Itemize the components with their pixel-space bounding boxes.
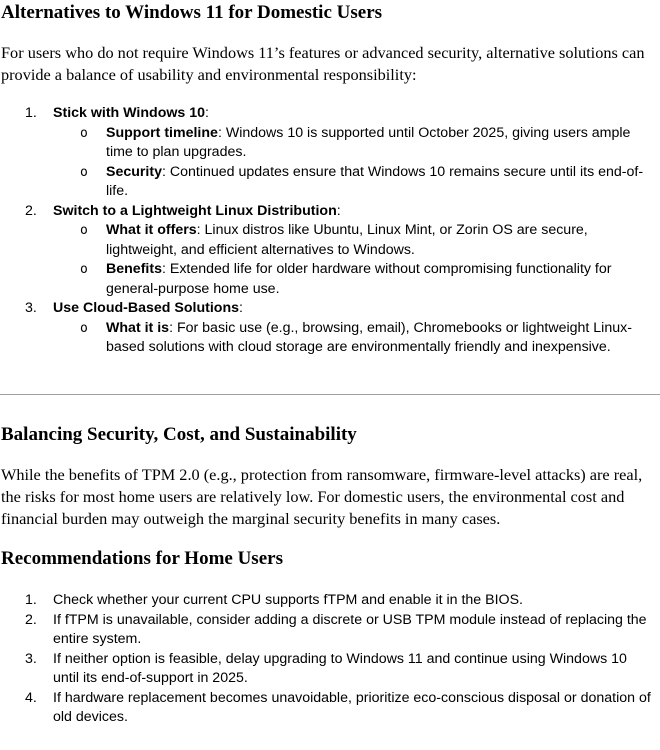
list-item — [0, 202, 660, 300]
section-heading-alternatives: Alternatives to Windows 11 for Domestic Users — [1, 2, 383, 23]
list-number: 1. — [25, 105, 37, 121]
horizontal-rule — [0, 394, 660, 395]
sublist — [53, 319, 660, 358]
list-item — [0, 650, 660, 689]
list-item-text: Check whether your current CPU supports fTPM and enable it in the BIOS. — [53, 592, 523, 608]
sublist-item-text: : Extended life for older hardware without compromising functionality for general-purpose home use. — [106, 261, 612, 297]
sublist-item — [0, 221, 660, 260]
list-item-title: Use Cloud-Based Solutions — [53, 300, 240, 316]
balancing-paragraph: While the benefits of TPM 2.0 (e.g., protection from ransomware, firmware-level attacks) are real, the risks for most home users are relatively low. For domestic users, the environmental cost and financial burden may outweigh the marginal security benefits in many cases. — [1, 465, 643, 528]
list-number: 2. — [25, 202, 37, 219]
list-item — [0, 591, 660, 611]
list-number: 2. — [25, 611, 37, 628]
list-item-colon: : — [336, 202, 341, 219]
list-item-colon: : — [205, 105, 209, 121]
list-item-text: If neither option is feasible, delay upgrading to Windows 11 and continue using Windows 10 until its end-of-support in 2025. — [53, 650, 627, 686]
sublist-item-text: : Continued updates ensure that Windows 10 remains secure until its end-of-life. — [106, 163, 644, 199]
list-item-colon: : — [239, 300, 243, 316]
list-item-text: If fTPM is unavailable, consider adding a discrete or USB TPM module instead of replacing the entire system. — [53, 611, 647, 647]
sublist-item-text: : Linux distros like Ubuntu, Linux Mint, or Zorin OS are secure, lightweight, and efficient alternatives to Windows. — [106, 222, 588, 258]
sublist-item-label: What it is — [106, 319, 170, 336]
list-item-text: If hardware replacement becomes unavoidable, prioritize eco-conscious disposal or donation of old devices. — [53, 689, 651, 725]
alternatives-list — [0, 104, 660, 358]
sublist-item-text: : For basic use (e.g., browsing, email), Chromebooks or lightweight Linux-based solutions with cloud storage are environmentally friendly and inexpensive. — [106, 319, 632, 355]
list-item — [0, 689, 660, 728]
list-number: 3. — [25, 300, 37, 316]
recommendations-list — [0, 591, 660, 728]
sublist-item — [0, 124, 660, 163]
list-item — [0, 299, 660, 358]
list-number: 3. — [25, 650, 37, 667]
section-heading-recommendations: Recommendations for Home Users — [1, 548, 283, 569]
sublist-item — [0, 163, 660, 202]
sublist-item-label: Support timeline — [106, 124, 218, 141]
sublist-item — [0, 260, 660, 299]
sublist-item-text: : Windows 10 is supported until October 2025, giving users ample time to plan upgrades. — [106, 124, 631, 160]
sublist-item-label: What it offers — [106, 222, 197, 238]
list-item — [0, 104, 660, 202]
sublist-item — [0, 319, 660, 358]
sublist-item-label: Security — [106, 163, 162, 180]
list-item — [0, 611, 660, 650]
list-item-title: Switch to a Lightweight Linux Distribution — [53, 202, 337, 219]
list-item-title: Stick with Windows 10 — [53, 105, 206, 121]
list-number: 4. — [25, 689, 37, 706]
list-number: 1. — [25, 592, 37, 608]
bullet-marker: o — [80, 125, 88, 141]
bullet-marker: o — [80, 262, 88, 277]
sublist-item-label: Benefits — [106, 261, 162, 277]
bullet-marker: o — [80, 223, 88, 238]
section-heading-balancing: Balancing Security, Cost, and Sustainability — [1, 424, 357, 445]
bullet-marker: o — [80, 320, 88, 336]
section-intro-paragraph: For users who do not require Windows 11’s features or advanced security, alternative solutions can provide a balance of usability and environmental responsibility: — [1, 43, 645, 84]
sublist — [53, 221, 660, 299]
bullet-marker: o — [80, 164, 88, 180]
sublist — [53, 124, 660, 202]
